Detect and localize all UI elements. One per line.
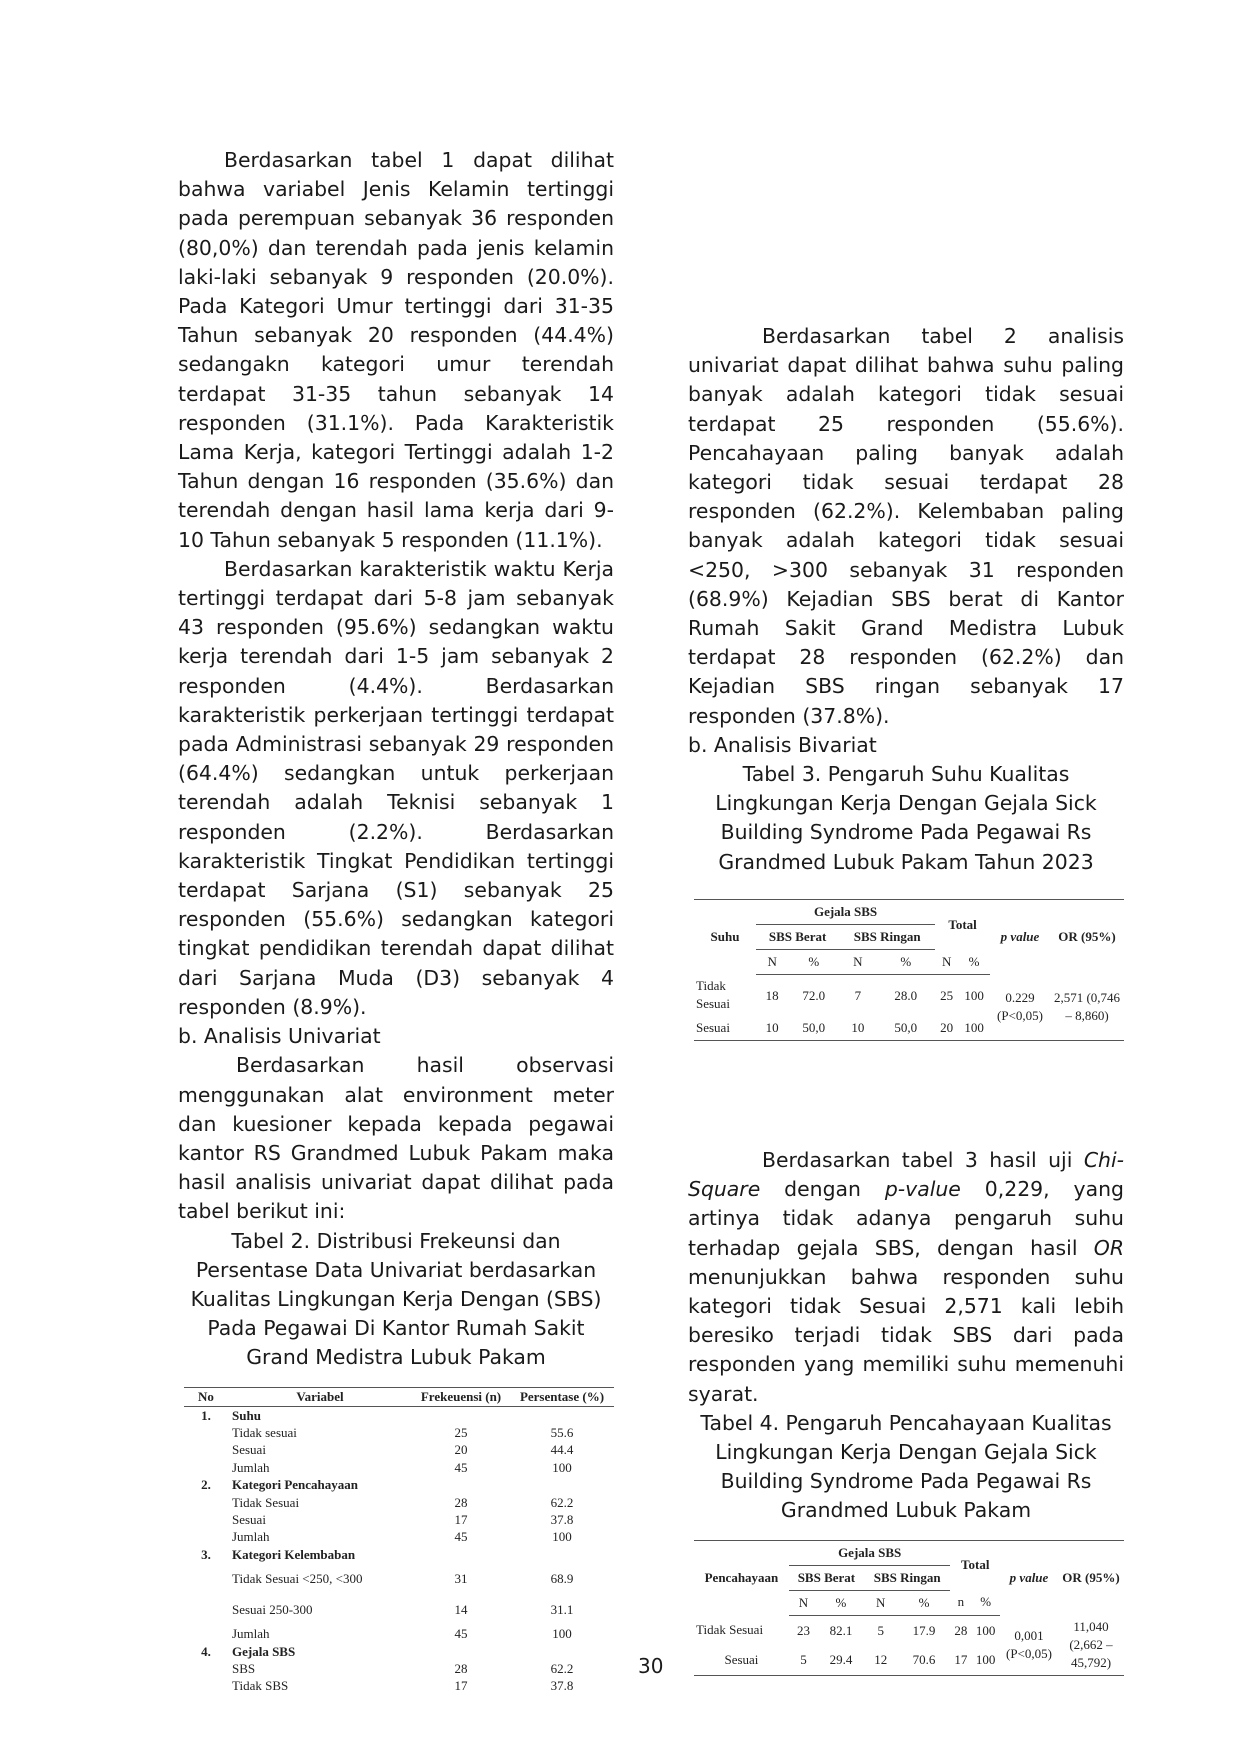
table4-cell: 70.6 (898, 1645, 951, 1675)
table2-header-no: No (184, 1387, 228, 1406)
table2-cell: Tidak sesuai (232, 1424, 297, 1440)
table2-cell: 68.9 (550, 1571, 574, 1587)
table4-header-gejala: Gejala SBS (789, 1540, 951, 1565)
table2-section-no: 1. (201, 1407, 211, 1423)
table3-cell: 10 (839, 1016, 876, 1041)
text-run: Berdasarkan tabel 3 hasil uji (762, 1148, 1084, 1172)
table2-cell: 14 (454, 1602, 468, 1618)
table2-cell: Tidak Sesuai (232, 1494, 300, 1510)
table3-header-pct: % (958, 949, 990, 974)
table3-or: 2,571 (0,746 – 8,860) (1050, 974, 1124, 1041)
table4-cell: 23 (796, 1622, 810, 1638)
table-row (184, 1459, 614, 1476)
table4-cell: 17 (950, 1645, 971, 1675)
table2-section-title: Gejala SBS (232, 1643, 296, 1659)
table3-header-n: N (935, 949, 958, 974)
table3-cell: 10 (756, 1016, 788, 1041)
table3-cell: 28.0 (894, 987, 918, 1003)
table3-cell: 50,0 (788, 1016, 839, 1041)
table3-caption: Tabel 3. Pengaruh Suhu Kualitas Lingkungan Kerja Dengan Gejala Sick Building Syndrome Pada Pegawai Rs Grandmed Lubuk Pakam Tahun 2023 (715, 762, 1097, 874)
table3-pvalue: 0.229 (P<0,05) (990, 974, 1050, 1041)
table4-header-n: N (864, 1590, 898, 1615)
table4-or: 11,040 (2,662 – 45,792) (1058, 1615, 1124, 1676)
table2-cell: 31 (454, 1571, 468, 1587)
table2-caption: Tabel 2. Distribusi Frekeunsi dan Persentase Data Univariat berdasarkan Kualitas Lingkungan Kerja Dengan (SBS) Pada Pegawai Di Kantor Rumah Sakit Grand Medistra Lubuk Pakam (190, 1228, 602, 1370)
table3-header-total: Total (935, 899, 990, 949)
table4-header-ringan: SBS Ringan (864, 1565, 951, 1590)
paragraph-observation: Berdasarkan hasil observasi menggunakan alat environment meter dan kuesioner kepada kepada pegawai kantor RS Grandmed Lubuk Pakam maka hasil analisis univariat dapat dilihat pada tabel berikut ini: (178, 1053, 614, 1224)
table4-header-pvalue: p value (1000, 1540, 1058, 1615)
text-run: 0,229, yang artinya tidak adanya pengaruh suhu terhadap gejala SBS, dengan hasil (688, 1177, 1124, 1260)
table3-header-n: N (839, 949, 876, 974)
table4-header-pct: % (971, 1590, 1000, 1615)
table3-cell: 18 (765, 987, 779, 1003)
table2-cell: 31.1 (550, 1602, 574, 1618)
table2-cell: 45 (454, 1529, 468, 1545)
right-column-top (688, 322, 1124, 1041)
text-italic: OR (1093, 1235, 1124, 1260)
table2-section-title: Kategori Pencahayaan (232, 1477, 359, 1493)
table2-section-no: 3. (201, 1546, 211, 1562)
page-number: 30 (638, 1654, 664, 1678)
heading-bivariate: b. Analisis Bivariat (688, 732, 877, 757)
table-row (184, 1528, 614, 1545)
table4 (694, 1540, 1124, 1677)
table3-cell: 100 (958, 1016, 990, 1041)
table2-cell: 44.4 (550, 1442, 574, 1458)
table4-row-label: Sesuai (694, 1645, 789, 1675)
table2-cell: Jumlah (232, 1626, 270, 1642)
paragraph-characteristics: Berdasarkan tabel 1 dapat dilihat bahwa variabel Jenis Kelamin tertinggi pada perempuan sebanyak 36 responden (80,0%) dan terendah pada jenis kelamin laki-laki sebanyak 9 responden (20.0%). Pada Kategori Umur tertinggi dari 31-35 Tahun sebanyak 20 responden (44.4%) sedangakn kategori umur terendah terdapat 31-35 tahun sebanyak 14 responden (31.1%). Pada Karakteristik Lama Kerja, kategori Tertinggi adalah 1-2 Tahun dengan 16 responden (35.6%) dan terendah dengan hasil lama kerja dari 9-10 Tahun sebanyak 5 responden (11.1%). (178, 148, 614, 552)
table4-cell: 100 (975, 1622, 996, 1638)
table2-cell: 17 (454, 1511, 468, 1527)
table4-cell: 5 (789, 1645, 818, 1675)
table2-cell: 55.6 (550, 1424, 574, 1440)
table4-header-or: OR (95%) (1058, 1540, 1124, 1615)
table3-header-berat: SBS Berat (756, 924, 839, 949)
heading-univariate: b. Analisis Univariat (178, 1024, 381, 1049)
table4-cell: 28 (954, 1622, 968, 1638)
table2-header-variable: Variabel (228, 1387, 412, 1406)
table3-cell: 72.0 (802, 987, 826, 1003)
table2-cell: 20 (454, 1442, 468, 1458)
table2-cell: 37.8 (550, 1511, 574, 1527)
table3-header-pct: % (788, 949, 839, 974)
table2-section-no: 2. (201, 1477, 211, 1493)
table2-cell: Tidak Sesuai <250, <300 (232, 1571, 363, 1587)
table2-cell: Jumlah (232, 1459, 270, 1475)
table2-cell: Tidak SBS (232, 1678, 289, 1694)
table3-row-label: Sesuai (694, 1016, 756, 1041)
table2-cell: Sesuai 250-300 (232, 1602, 313, 1618)
table-row (694, 974, 1124, 1016)
table4-cell: 12 (864, 1645, 898, 1675)
table2-cell: 100 (552, 1459, 572, 1475)
table3-cell: 25 (940, 987, 954, 1003)
table2-cell: 28 (454, 1494, 468, 1510)
table3-header-pvalue: p value (990, 899, 1050, 974)
paragraph-chi-square (688, 1146, 1124, 1409)
table3-header-pct: % (876, 949, 935, 974)
table2-cell: Sesuai (232, 1442, 266, 1458)
table3-cell: 100 (964, 987, 984, 1003)
table4-header-variable: Pencahayaan (694, 1540, 789, 1615)
table4-cell: 17.9 (912, 1622, 936, 1638)
table3-header-gejala: Gejala SBS (756, 899, 935, 924)
table2-cell: 25 (454, 1424, 468, 1440)
table2-section-title: Kategori Kelembaban (232, 1546, 356, 1562)
paragraph-work-characteristics: Berdasarkan karakteristik waktu Kerja tertinggi terdapat dari 5-8 jam sebanyak 43 responden (95.6%) sedangkan waktu kerja terendah dari 1-5 jam sebanyak 2 responden (4.4%). Berdasarkan karakteristik perkerjaan tertinggi terdapat pada Administrasi sebanyak 29 responden (64.4%) sedangkan untuk perkerjaan terendah adalah Teknisi sebanyak 1 responden (2.2%). Berdasarkan karakteristik Tingkat Pendidikan tertinggi terdapat Sarjana (S1) sebanyak 25 responden (55.6%) sedangkan kategori tingkat pendidikan terendah dapat dilihat dari Sarjana Muda (D3) sebanyak 4 responden (8.9%). (178, 556, 614, 1019)
table-row (184, 1660, 614, 1677)
table3-header-variable: Suhu (694, 899, 756, 974)
table2-cell: 62.2 (550, 1661, 574, 1676)
table3-header-ringan: SBS Ringan (839, 924, 935, 949)
table4-cell: 100 (971, 1645, 1000, 1675)
table2-cell: 45 (454, 1626, 468, 1642)
table2 (184, 1387, 614, 1695)
text-run: menunjukkan bahwa responden suhu kategori tidak Sesuai 2,571 kali lebih beresiko terjadi tidak SBS dari pada responden yang memiliki suhu memenuhi syarat. (688, 1264, 1124, 1406)
table2-cell: Sesuai (232, 1511, 266, 1527)
left-column (178, 146, 614, 1695)
table4-header-berat: SBS Berat (789, 1565, 864, 1590)
table-row (184, 1424, 614, 1441)
table2-cell: 28 (454, 1661, 468, 1676)
table3-cell: 7 (854, 987, 862, 1003)
table2-cell: 17 (454, 1678, 468, 1694)
table-row (184, 1563, 614, 1594)
table4-header-pct: % (818, 1590, 864, 1615)
table-row (184, 1594, 614, 1625)
table3-header-or: OR (95%) (1050, 899, 1124, 974)
table4-cell: 29.4 (818, 1645, 864, 1675)
table4-header-total: Total (950, 1540, 1000, 1590)
table4-header-n: N (789, 1590, 818, 1615)
table2-cell: 100 (552, 1626, 572, 1642)
table-row (184, 1625, 614, 1642)
table2-section-no: 4. (201, 1643, 211, 1659)
text-italic: Chi-Square (688, 1148, 1124, 1202)
table2-cell: 100 (552, 1529, 572, 1545)
table3-header-n: N (756, 949, 788, 974)
table3-cell: 50,0 (876, 1016, 935, 1041)
table4-caption: Tabel 4. Pengaruh Pencahayaan Kualitas Lingkungan Kerja Dengan Gejala Sick Building Syndrome Pada Pegawai Rs Grandmed Lubuk Pakam (700, 1410, 1112, 1523)
table2-cell: 45 (454, 1459, 468, 1475)
paragraph-univariate-result: Berdasarkan tabel 2 analisis univariat dapat dilihat bahwa suhu paling banyak adalah kategori tidak sesuai terdapat 25 responden (55.6%). Pencahayaan paling banyak adalah kategori tidak sesuai terdapat 28 responden (62.2%). Kelembaban paling banyak adalah kategori tidak sesuai <250, >300 sebanyak 31 responden (68.9%) Kejadian SBS berat di Kantor Rumah Sakit Grand Medistra Lubuk terdapat 28 responden (62.2%) dan Kejadian SBS ringan sebanyak 17 responden (37.8%). (688, 324, 1124, 728)
text-run: dengan (760, 1177, 885, 1202)
table-row (184, 1511, 614, 1528)
table4-row-label: Tidak Sesuai (696, 1622, 764, 1638)
table-row (184, 1494, 614, 1511)
table3-cell: 20 (935, 1016, 958, 1041)
table4-header-pct: % (898, 1590, 951, 1615)
table3 (694, 899, 1124, 1042)
text-italic: p-value (884, 1177, 961, 1202)
table2-cell: 62.2 (550, 1494, 574, 1510)
table2-header-frequency: Frekeuensi (n) (412, 1387, 510, 1406)
table2-section-title: Suhu (232, 1407, 261, 1423)
table4-header-n: n (950, 1590, 971, 1615)
table-row (694, 1615, 1124, 1645)
table2-cell: 37.8 (550, 1678, 574, 1694)
table2-cell: Jumlah (232, 1529, 270, 1545)
right-column-bottom (688, 1146, 1124, 1676)
table4-cell: 5 (877, 1622, 884, 1638)
table3-row-label: Tidak Sesuai (696, 978, 730, 1012)
table2-cell: SBS (232, 1661, 256, 1676)
table-row (184, 1677, 614, 1694)
table-row (184, 1441, 614, 1458)
table2-header-percentage: Persentase (%) (510, 1387, 614, 1406)
table4-cell: 82.1 (829, 1622, 853, 1638)
table4-pvalue: 0,001 (P<0,05) (1000, 1615, 1058, 1676)
